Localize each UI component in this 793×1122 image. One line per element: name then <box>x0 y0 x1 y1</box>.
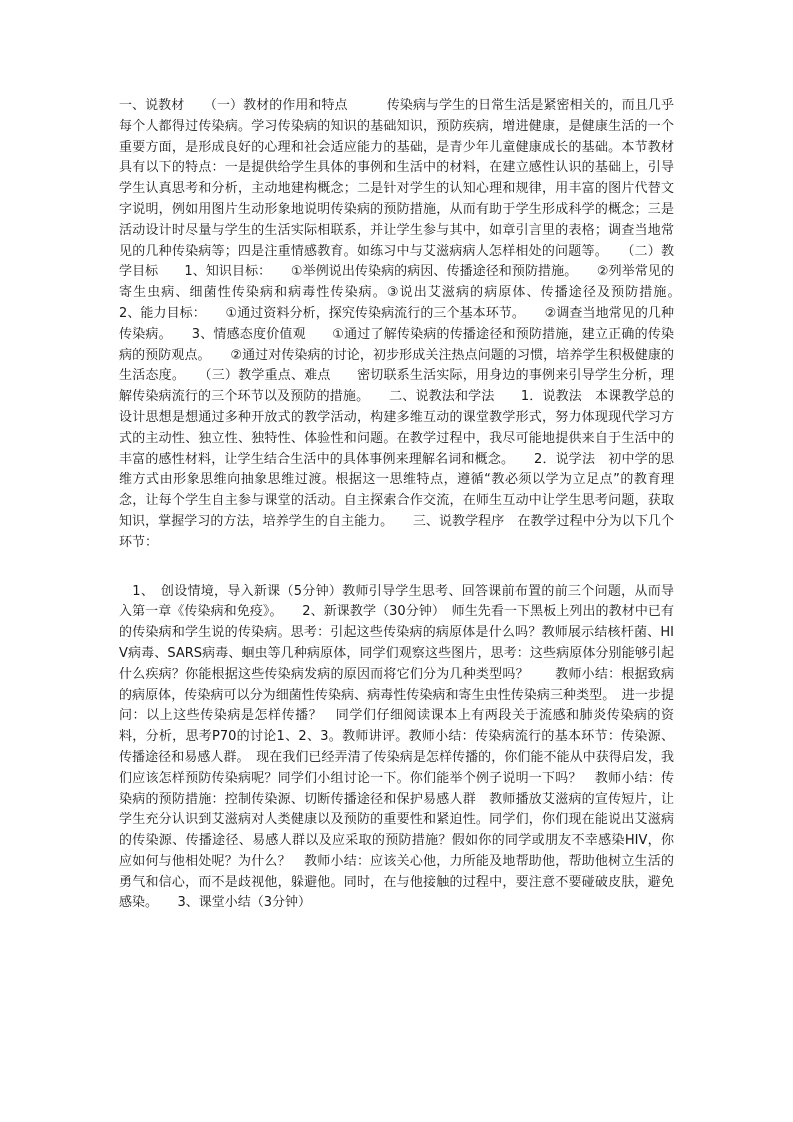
document-body <box>119 96 701 914</box>
paragraph-teaching-material: 一、说教材 （一）教材的作用和特点 传染病与学生的日常生活是紧密相关的，而且几乎每个人都得过传染病。学习传染病的知识的基础知识，预防疾病，增进健康，是健康生活的一个重要方面，是形成良好的心理和社会适应能力的基础，是青少年儿童健康成长的基础。本节教材具有以下的特点：一是提供给学生具体的事例和生活中的材料，在建立感性认识的基础上，引导学生认真思考和分析，主动地建构概念；二是针对学生的认知心理和规律，用丰富的图片代替文字说明，例如用图片生动形象地说明传染病的预防措施，从而有助于学生形成科学的概念；三是活动设计时尽量与学生的生活实际相联系，并让学生参与其中，如章引言里的表格；调查当地常见的几种传染病等；四是注重情感教育。如练习中与艾滋病病人怎样相处的问题等。 （二）教学目标 1、知识目标： ①举例说出传染病的病因、传播途径和预防措施。 ②列举常见的寄生虫病、细菌性传染病和病毒性传染病。③说出艾滋病的病原体、传播途径及预防措施。 2、能力目标： ①通过资料分析，探究传染病流行的三个基本环节。 ②调查当地常见的几种传染病。 3、情感态度价值观 ①通过了解传染病的传播途径和预防措施，建立正确的传染病的预防观点。 ②通过对传染病的讨论，初步形成关注热点问题的习惯，培养学生积极健康的生活态度。 （三）教学重点、难点 密切联系生活实际，用身边的事例来引导学生分析，理解传染病流行的三个环节以及预防的措施。 二、说教法和学法 1．说教法 本课教学总的设计思想是想通过多种开放式的教学活动，构建多维互动的课堂教学形式，努力体现现代学习方式的主动性、独立性、独特性、体验性和问题。在教学过程中，我尽可能地提供来自于生活中的丰富的感性材料，让学生结合生活中的具体事例来理解名词和概念。 2．说学法 初中学的思维方式由形象思维向抽象思维过渡。根据这一思维特点，遵循“教必须以学为立足点”的教育理念，让每个学生自主参与课堂的活动。自主探索合作交流，在师生互动中让学生思考问题，获取知识，掌握学习的方法，培养学生的自主能力。 三、说教学程序 在教学过程中分为以下几个环节： <box>119 98 701 550</box>
paragraph-spacer <box>119 554 674 582</box>
paragraph-teaching-procedure: 1、 创设情境，导入新课（5分钟）教师引导学生思考、回答课前布置的前三个问题，从而导入第一章《传染病和免疫》。 2、新课教学（30分钟） 师生先看一下黑板上列出的教材中已有的传染病和学生说的传染病。思考：引起这些传染病的病原体是什么吗？教师展示结核杆菌、HIV病毒、SARS病毒、蛔虫等几种病原体，同学们观察这些图片，思考：这些病原体分别能够引起什么疾病？你能根据这些传染病发病的原因而将它们分为几种类型吗？ 教师小结：根据致病的病原体，传染病可以分为细菌性传染病、病毒性传染病和寄生虫性传染病三种类型。 进一步提问：以上这些传染病是怎样传播？ 同学们仔细阅读课本上有两段关于流感和肺炎传染病的资料，分析，思考P70的讨论1、2、3。教师讲评。教师小结：传染病流行的基本环节：传染源、传播途径和易感人群。 现在我们已经弄清了传染病是怎样传播的，你们能不能从中获得启发，我们应该怎样预防传染病呢？同学们小组讨论一下。你们能举个例子说明一下吗？ 教师小结：传染病的预防措施：控制传染源、切断传播途径和保护易感人群 教师播放艾滋病的宣传短片，让学生充分认识到艾滋病对人类健康以及预防的重要性和紧迫性。同学们，你们现在能说出艾滋病的传染源、传播途径、易感人群以及应采取的预防措施？假如你的同学或朋友不幸感染HIV，你应如何与他相处呢？为什么？ 教师小结：应该关心他，力所能及地帮助他，帮助他树立生活的勇气和信心，而不是歧视他，躲避他。同时，在与他接触的过程中，要注意不要碰破皮肤，避免感染。 3、课堂小结（3分钟） <box>119 583 674 911</box>
